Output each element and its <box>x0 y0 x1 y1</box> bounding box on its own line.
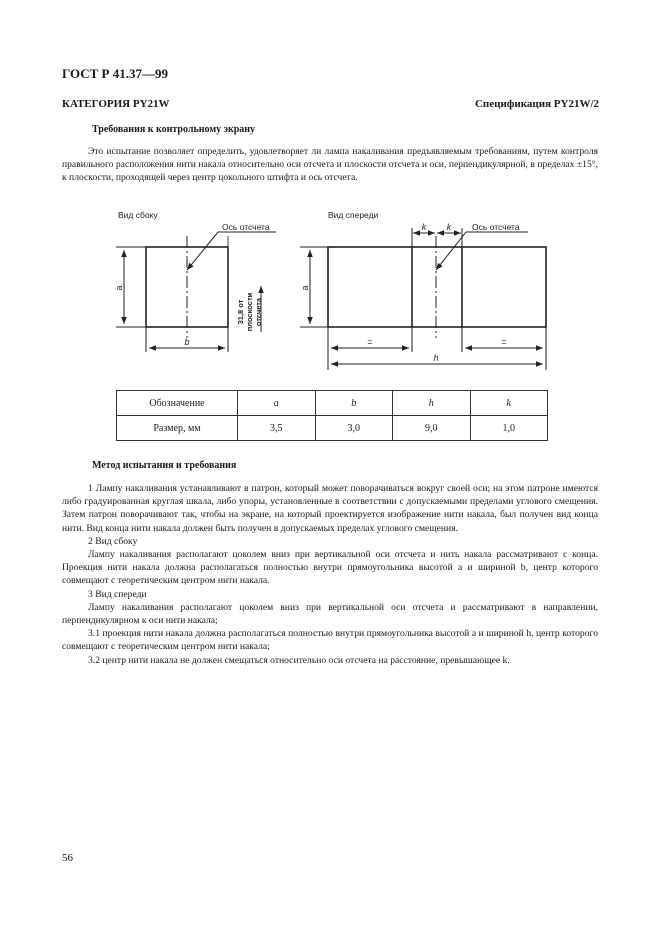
paragraph: 3 Вид спереди <box>88 588 147 600</box>
table-header-cell: b <box>315 391 393 416</box>
side-view-title: Вид сбоку <box>118 210 158 220</box>
table-row <box>117 391 548 416</box>
label-h: h <box>433 353 439 363</box>
paragraph: 3.2 центр нити накала не должен смещаться относительно оси отсчета на расстояние, превышающее k. <box>88 654 510 666</box>
reference-axis-label-front: Ось отсчета <box>472 222 520 232</box>
label-k-left: k <box>421 222 427 232</box>
label-a-side: a <box>114 285 124 291</box>
table-header-cell: Обозначение <box>117 391 238 416</box>
reference-axis-label-side: Ось отсчета <box>222 222 270 232</box>
page-number: 56 <box>62 852 73 864</box>
table-cell: 3,5 <box>238 416 316 441</box>
specification-title: Спецификация PY21W/2 <box>474 98 599 110</box>
paragraph: Лампу накаливания располагают цоколем вниз при вертикальной оси отсчета и рассматривают в направлении, перпендикулярном к оси нити накала; <box>62 601 598 627</box>
paragraph: 1 Лампу накаливания устанавливают в патрон, который может поворачиваться вокруг своей оси; на этом патроне имеются либо градуированная круглая шкала, либо упоры, установленные в соответствии с допускаемыми пределами углового смещения. Затем патрон поворачивают так, чтобы на экране, на который проектируется изображение нити накала, был получен вид конца нити. Вид конца нити накала должен быть получен в допускаемых пределах углового смещения. <box>62 483 598 534</box>
label-b: b <box>184 337 190 347</box>
table-header-cell: a <box>238 391 316 416</box>
table-header-cell: k <box>470 391 548 416</box>
label-equal-right: = <box>501 337 507 347</box>
table-cell: 3,0 <box>315 416 393 441</box>
plane-label-line3: отсчета <box>254 297 263 327</box>
section-title-test-method: Метод испытания и требования <box>92 460 237 471</box>
paragraph: Лампу накаливания располагают цоколем вниз при вертикальной оси отсчета и нить накала рассматривают с конца. Проекция нити накала должна располагаться полностью внутри прямоугольника высотой a и шириной b, центр которого совмещают с теоретическим центром нити накала. <box>62 549 598 587</box>
paragraph: 2 Вид сбоку <box>88 535 138 547</box>
table-cell: 9,0 <box>393 416 471 441</box>
label-a-front: a <box>300 285 310 291</box>
table-cell: 1,0 <box>470 416 548 441</box>
label-k-right: k <box>446 222 452 232</box>
table-row <box>117 416 548 441</box>
category-title: КАТЕГОРИЯ PY21W <box>62 98 170 110</box>
filament-position-diagram <box>90 200 560 375</box>
standard-number: ГОСТ Р 41.37—99 <box>62 66 168 81</box>
section-title-screen-requirements: Требования к контрольному экрану <box>92 124 256 135</box>
plane-label-line1: 31,8 от <box>236 299 245 325</box>
paragraph: Это испытание позволяет определить, удовлетворяет ли лампа накаливания предъявляемым требованиям, путем контроля правильного расположения нити накала относительно оси отсчета и плоскости отсчета и оси, перпендикулярной, в пределах ±15°, к плоскости, проходящей через центр цокольного штифта и ось отсчета. <box>62 146 598 184</box>
front-view-title: Вид спереди <box>328 210 379 220</box>
dimensions-table <box>116 390 548 441</box>
section-text-screen-requirements <box>62 145 598 185</box>
label-equal-left: = <box>367 337 373 347</box>
plane-label-line2: плоскости <box>245 292 254 332</box>
section-text-test-method <box>62 482 598 667</box>
front-view-rectangle <box>328 247 546 327</box>
table-row-label: Размер, мм <box>117 416 238 441</box>
table-header-cell: h <box>393 391 471 416</box>
paragraph: 3.1 проекция нити накала должна располагаться полностью внутри прямоугольника высотой a и шириной h, центр которого совмещают с теоретическим центром нити накала; <box>62 628 598 653</box>
